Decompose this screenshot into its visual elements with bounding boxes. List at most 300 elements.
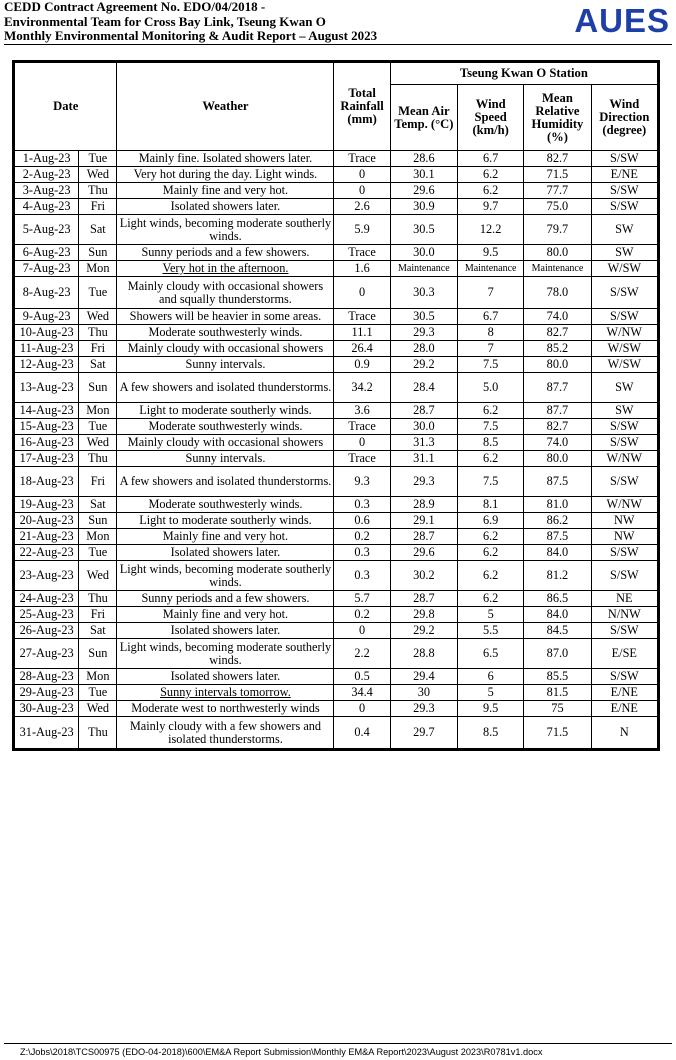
- cell-date: [15, 373, 79, 403]
- cell-rain: [334, 183, 390, 199]
- cell-rain-text: 0: [359, 167, 366, 181]
- cell-speed: [458, 685, 524, 701]
- cell-speed: [458, 261, 524, 277]
- cell-rain: [334, 717, 390, 749]
- cell-dir-text: SW: [615, 222, 634, 236]
- cell-temp: [390, 561, 457, 591]
- cell-hum: [524, 277, 591, 309]
- cell-speed-text: 7.5: [482, 474, 499, 488]
- cell-rain: [334, 261, 390, 277]
- cell-hum: [524, 245, 591, 261]
- cell-rain: [334, 669, 390, 685]
- cell-temp-text: 28.6: [413, 151, 435, 165]
- cell-day-text: Sun: [88, 245, 108, 259]
- cell-date-text: 24-Aug-23: [19, 591, 74, 605]
- cell-day: [79, 183, 117, 199]
- cell-date: [15, 151, 79, 167]
- cell-speed: [458, 277, 524, 309]
- cell-day: [79, 403, 117, 419]
- cell-temp: [390, 325, 457, 341]
- cell-rain-text: 0: [359, 701, 366, 715]
- table-row: [15, 183, 658, 199]
- cell-weather-text: Very hot in the afternoon.: [162, 261, 289, 275]
- cell-date: [15, 529, 79, 545]
- cell-hum: [524, 357, 591, 373]
- cell-rain-text: 0.4: [354, 725, 370, 739]
- cell-day-text: Wed: [86, 701, 109, 715]
- cell-hum-text: 86.2: [546, 513, 569, 527]
- cell-date: [15, 215, 79, 245]
- cell-date: [15, 623, 79, 639]
- cell-day-text: Sat: [90, 623, 106, 637]
- table-row: [15, 199, 658, 215]
- cell-dir-text: NE: [616, 591, 633, 605]
- cell-date: [15, 403, 79, 419]
- cell-date-text: 8-Aug-23: [22, 285, 71, 299]
- cell-dir-text: W/NW: [606, 497, 643, 511]
- cell-hum-text: 82.7: [546, 325, 569, 339]
- cell-weather: [117, 183, 334, 199]
- cell-date: [15, 357, 79, 373]
- cell-weather: [117, 419, 334, 435]
- cell-temp-text: 31.1: [413, 451, 435, 465]
- cell-weather: [117, 309, 334, 325]
- cell-speed-text: 6: [487, 669, 494, 683]
- cell-temp-text: 29.6: [413, 183, 435, 197]
- cell-dir: [591, 561, 657, 591]
- table-row: [15, 701, 658, 717]
- cell-day-text: Wed: [86, 167, 109, 181]
- cell-rain-text: 2.2: [354, 646, 370, 660]
- cell-temp-text: 28.9: [413, 497, 435, 511]
- cell-day-text: Fri: [90, 474, 106, 488]
- cell-dir-text: SW: [615, 403, 634, 417]
- cell-hum-text: 82.7: [546, 151, 569, 165]
- cell-dir-text: N: [619, 725, 629, 739]
- cell-rain-text: Trace: [348, 309, 376, 323]
- cell-speed: [458, 561, 524, 591]
- cell-weather-text: Sunny intervals tomorrow.: [160, 685, 291, 699]
- cell-speed: [458, 325, 524, 341]
- cell-temp: [390, 373, 457, 403]
- cell-hum: [524, 591, 591, 607]
- cell-weather: [117, 467, 334, 497]
- cell-hum: [524, 403, 591, 419]
- cell-hum-text: 79.7: [546, 222, 569, 236]
- cell-day-text: Fri: [90, 199, 106, 213]
- cell-dir-text: W/SW: [607, 261, 642, 275]
- cell-hum: [524, 669, 591, 685]
- cell-day: [79, 167, 117, 183]
- cell-rain: [334, 357, 390, 373]
- cell-hum-text: 71.5: [546, 167, 569, 181]
- cell-dir: [591, 545, 657, 561]
- cell-date-text: 21-Aug-23: [19, 529, 74, 543]
- cell-date: [15, 309, 79, 325]
- cell-hum: [524, 545, 591, 561]
- cell-temp-text: 29.3: [413, 325, 435, 339]
- cell-day: [79, 467, 117, 497]
- cell-speed-text: 5.5: [482, 623, 499, 637]
- cell-rain: [334, 325, 390, 341]
- cell-dir: [591, 639, 657, 669]
- cell-day-text: Fri: [90, 341, 106, 355]
- cell-rain: [334, 545, 390, 561]
- cell-speed-text: 8: [487, 325, 494, 339]
- cell-dir: [591, 373, 657, 403]
- cell-speed-text: 12.2: [479, 222, 502, 236]
- cell-speed-text: 6.7: [482, 309, 499, 323]
- cell-dir-text: N/NW: [607, 607, 641, 621]
- cell-rain: [334, 435, 390, 451]
- cell-speed: [458, 167, 524, 183]
- cell-date-text: 22-Aug-23: [19, 545, 74, 559]
- cell-temp-text: Maintenance: [398, 263, 450, 274]
- cell-speed-text: 6.2: [482, 183, 499, 197]
- cell-day: [79, 561, 117, 591]
- cell-rain-text: 0.6: [354, 513, 370, 527]
- cell-speed-text: 8.5: [482, 725, 499, 739]
- cell-date: [15, 277, 79, 309]
- cell-weather: [117, 623, 334, 639]
- cell-hum-text: 87.0: [546, 646, 569, 660]
- cell-dir: [591, 419, 657, 435]
- cell-weather-text: Sunny intervals.: [185, 357, 266, 371]
- cell-date-text: 3-Aug-23: [22, 183, 71, 197]
- cell-hum-text: 86.5: [546, 591, 569, 605]
- cell-weather: [117, 513, 334, 529]
- table-row: [15, 497, 658, 513]
- cell-day: [79, 325, 117, 341]
- table-row: [15, 561, 658, 591]
- cell-day: [79, 607, 117, 623]
- cell-temp: [390, 245, 457, 261]
- cell-speed-text: 6.2: [482, 403, 499, 417]
- cell-hum-text: 74.0: [546, 435, 569, 449]
- cell-date: [15, 325, 79, 341]
- cell-temp-text: 29.3: [413, 474, 435, 488]
- cell-dir-text: E/NE: [610, 701, 638, 715]
- header-divider: [4, 44, 672, 45]
- cell-weather: [117, 373, 334, 403]
- cell-temp: [390, 513, 457, 529]
- cell-weather: [117, 561, 334, 591]
- table-row: [15, 529, 658, 545]
- cell-weather-text: Very hot during the day. Light winds.: [133, 167, 318, 181]
- cell-rain: [334, 373, 390, 403]
- cell-speed: [458, 309, 524, 325]
- header-temp: Mean Air Temp. (°C): [390, 85, 457, 151]
- cell-temp: [390, 467, 457, 497]
- cell-day-text: Mon: [86, 261, 110, 275]
- cell-temp: [390, 435, 457, 451]
- cell-speed: [458, 545, 524, 561]
- cell-date-text: 1-Aug-23: [22, 151, 71, 165]
- cell-day-text: Sun: [88, 513, 108, 527]
- cell-speed-text: 9.7: [482, 199, 499, 213]
- cell-weather-text: Isolated showers later.: [170, 545, 281, 559]
- cell-date-text: 28-Aug-23: [19, 669, 74, 683]
- cell-day: [79, 341, 117, 357]
- cell-temp: [390, 151, 457, 167]
- cell-speed-text: 8.1: [482, 497, 499, 511]
- cell-hum: [524, 561, 591, 591]
- cell-day-text: Wed: [86, 309, 109, 323]
- cell-date-text: 13-Aug-23: [19, 380, 74, 394]
- cell-weather: [117, 435, 334, 451]
- cell-hum-text: 75: [551, 701, 564, 715]
- cell-rain-text: 9.3: [354, 474, 370, 488]
- cell-temp-text: 29.6: [413, 545, 435, 559]
- cell-rain: [334, 607, 390, 623]
- cell-date: [15, 199, 79, 215]
- cell-temp-text: 30.2: [413, 568, 435, 582]
- cell-dir: [591, 183, 657, 199]
- cell-rain: [334, 167, 390, 183]
- cell-date-text: 5-Aug-23: [22, 222, 71, 236]
- cell-day-text: Tue: [88, 545, 108, 559]
- cell-weather-text: A few showers and isolated thunderstorms.: [119, 380, 332, 394]
- cell-rain-text: 0.3: [354, 568, 370, 582]
- cell-day-text: Tue: [88, 419, 108, 433]
- cell-day-text: Thu: [87, 591, 108, 605]
- cell-weather: [117, 261, 334, 277]
- cell-rain-text: 0.5: [354, 669, 370, 683]
- cell-date: [15, 183, 79, 199]
- cell-date-text: 23-Aug-23: [19, 568, 74, 582]
- cell-dir-text: NW: [614, 529, 635, 543]
- cell-hum: [524, 607, 591, 623]
- cell-speed-text: 6.2: [482, 529, 499, 543]
- cell-hum-text: 74.0: [546, 309, 569, 323]
- cell-hum-text: 71.5: [546, 725, 569, 739]
- cell-temp: [390, 199, 457, 215]
- cell-hum-text: 84.0: [546, 607, 569, 621]
- cell-rain-text: 34.2: [351, 380, 373, 394]
- cell-weather-text: Mainly fine. Isolated showers later.: [138, 151, 313, 165]
- cell-weather: [117, 545, 334, 561]
- cell-dir: [591, 167, 657, 183]
- header-date: Date: [15, 63, 117, 151]
- cell-day-text: Wed: [86, 435, 109, 449]
- cell-hum-text: 87.7: [546, 403, 569, 417]
- cell-weather: [117, 403, 334, 419]
- document-header: [4, 0, 377, 44]
- cell-temp-text: 30.0: [413, 419, 435, 433]
- cell-weather: [117, 591, 334, 607]
- cell-dir-text: W/SW: [607, 341, 642, 355]
- cell-day-text: Sat: [90, 357, 106, 371]
- cell-date: [15, 261, 79, 277]
- cell-temp: [390, 167, 457, 183]
- cell-hum: [524, 309, 591, 325]
- cell-hum: [524, 639, 591, 669]
- cell-weather-text: Mainly fine and very hot.: [162, 183, 289, 197]
- cell-weather: [117, 669, 334, 685]
- cell-day: [79, 529, 117, 545]
- cell-rain: [334, 513, 390, 529]
- cell-hum: [524, 529, 591, 545]
- cell-day: [79, 451, 117, 467]
- cell-dir-text: SW: [615, 380, 634, 394]
- cell-dir-text: W/NW: [606, 325, 643, 339]
- table-row: [15, 513, 658, 529]
- cell-weather-text: Light winds, becoming moderate southerly winds.: [119, 215, 332, 243]
- cell-temp-text: 28.0: [413, 341, 435, 355]
- weather-table-container: [12, 60, 660, 751]
- cell-weather-text: Light to moderate southerly winds.: [139, 513, 312, 527]
- cell-weather: [117, 325, 334, 341]
- cell-date: [15, 341, 79, 357]
- cell-speed-text: 9.5: [482, 245, 499, 259]
- cell-day: [79, 277, 117, 309]
- table-row: [15, 151, 658, 167]
- cell-date-text: 9-Aug-23: [22, 309, 71, 323]
- cell-hum: [524, 685, 591, 701]
- cell-speed: [458, 513, 524, 529]
- cell-dir-text: E/SE: [611, 646, 637, 660]
- cell-hum-text: 81.0: [546, 497, 569, 511]
- cell-temp: [390, 497, 457, 513]
- cell-date-text: 18-Aug-23: [19, 474, 74, 488]
- cell-dir-text: S/SW: [609, 435, 639, 449]
- cell-dir-text: S/SW: [609, 623, 639, 637]
- cell-temp-text: 30.3: [413, 285, 435, 299]
- table-row: [15, 403, 658, 419]
- cell-rain: [334, 685, 390, 701]
- cell-weather: [117, 497, 334, 513]
- cell-rain-text: 2.6: [354, 199, 370, 213]
- cell-dir: [591, 497, 657, 513]
- cell-speed-text: 6.2: [482, 568, 499, 582]
- cell-rain-text: 0.2: [354, 607, 370, 621]
- cell-speed-text: 7: [487, 285, 494, 299]
- cell-dir: [591, 623, 657, 639]
- cell-dir: [591, 309, 657, 325]
- cell-dir: [591, 325, 657, 341]
- cell-day-text: Sun: [88, 380, 108, 394]
- cell-date-text: 6-Aug-23: [22, 245, 71, 259]
- cell-hum: [524, 467, 591, 497]
- cell-date-text: 27-Aug-23: [19, 646, 74, 660]
- cell-hum: [524, 373, 591, 403]
- cell-hum: [524, 199, 591, 215]
- cell-weather-text: Mainly fine and very hot.: [162, 607, 289, 621]
- cell-hum: [524, 341, 591, 357]
- cell-date-text: 10-Aug-23: [19, 325, 74, 339]
- cell-day-text: Tue: [88, 285, 108, 299]
- cell-temp: [390, 341, 457, 357]
- cell-hum-text: 82.7: [546, 419, 569, 433]
- cell-rain-text: 0.3: [354, 545, 370, 559]
- cell-dir-text: S/SW: [609, 545, 639, 559]
- table-row: [15, 623, 658, 639]
- cell-day: [79, 435, 117, 451]
- cell-weather-text: Mainly fine and very hot.: [162, 529, 289, 543]
- cell-temp: [390, 701, 457, 717]
- cell-day: [79, 639, 117, 669]
- cell-hum-text: 80.0: [546, 245, 569, 259]
- cell-weather-text: Isolated showers later.: [170, 623, 281, 637]
- cell-dir: [591, 685, 657, 701]
- table-row: [15, 545, 658, 561]
- cell-date-text: 26-Aug-23: [19, 623, 74, 637]
- cell-date-text: 12-Aug-23: [19, 357, 74, 371]
- cell-date: [15, 245, 79, 261]
- cell-weather-text: Moderate southwesterly winds.: [148, 419, 303, 433]
- cell-dir-text: W/SW: [607, 357, 642, 371]
- cell-temp: [390, 591, 457, 607]
- cell-speed: [458, 151, 524, 167]
- cell-dir-text: S/SW: [609, 151, 639, 165]
- table-row: [15, 451, 658, 467]
- cell-rain-text: Trace: [348, 151, 376, 165]
- cell-rain: [334, 403, 390, 419]
- cell-speed: [458, 701, 524, 717]
- cell-temp-text: 29.3: [413, 701, 435, 715]
- cell-temp: [390, 451, 457, 467]
- cell-dir-text: E/NE: [610, 167, 638, 181]
- cell-date-text: 25-Aug-23: [19, 607, 74, 621]
- cell-temp: [390, 623, 457, 639]
- cell-dir-text: S/SW: [609, 568, 639, 582]
- cell-hum: [524, 419, 591, 435]
- cell-date: [15, 561, 79, 591]
- cell-rain-text: 0: [359, 435, 366, 449]
- cell-hum-text: 84.0: [546, 545, 569, 559]
- cell-day-text: Thu: [87, 725, 108, 739]
- cell-day: [79, 245, 117, 261]
- cell-speed: [458, 373, 524, 403]
- table-body: [15, 151, 658, 749]
- cell-day-text: Wed: [86, 568, 109, 582]
- cell-speed-text: 9.5: [482, 701, 499, 715]
- cell-hum-text: 81.2: [546, 568, 569, 582]
- table-row: [15, 309, 658, 325]
- cell-date: [15, 685, 79, 701]
- table-row: [15, 435, 658, 451]
- cell-rain-text: 0: [359, 183, 366, 197]
- cell-day: [79, 623, 117, 639]
- cell-weather-text: Isolated showers later.: [170, 669, 281, 683]
- footer-divider: [4, 1043, 672, 1044]
- header-wind-speed: Wind Speed (km/h): [458, 85, 524, 151]
- cell-day-text: Thu: [87, 183, 108, 197]
- cell-weather-text: Mainly cloudy with occasional showers and squally thunderstorms.: [127, 278, 324, 306]
- cell-dir: [591, 669, 657, 685]
- cell-date: [15, 451, 79, 467]
- cell-rain-text: 0.9: [354, 357, 370, 371]
- table-row: [15, 591, 658, 607]
- table-row: [15, 261, 658, 277]
- cell-rain-text: Trace: [348, 245, 376, 259]
- cell-date: [15, 591, 79, 607]
- cell-speed-text: 5: [487, 607, 494, 621]
- cell-date-text: 4-Aug-23: [22, 199, 71, 213]
- cell-dir: [591, 357, 657, 373]
- cell-speed-text: 5.0: [482, 380, 499, 394]
- cell-day-text: Fri: [90, 607, 106, 621]
- cell-rain: [334, 309, 390, 325]
- cell-weather: [117, 199, 334, 215]
- cell-temp: [390, 685, 457, 701]
- cell-temp-text: 30.5: [413, 222, 435, 236]
- cell-weather-text: A few showers and isolated thunderstorms.: [119, 474, 332, 488]
- table-row: [15, 669, 658, 685]
- cell-temp-text: 29.2: [413, 357, 435, 371]
- cell-hum: [524, 183, 591, 199]
- cell-hum-text: 85.2: [546, 341, 569, 355]
